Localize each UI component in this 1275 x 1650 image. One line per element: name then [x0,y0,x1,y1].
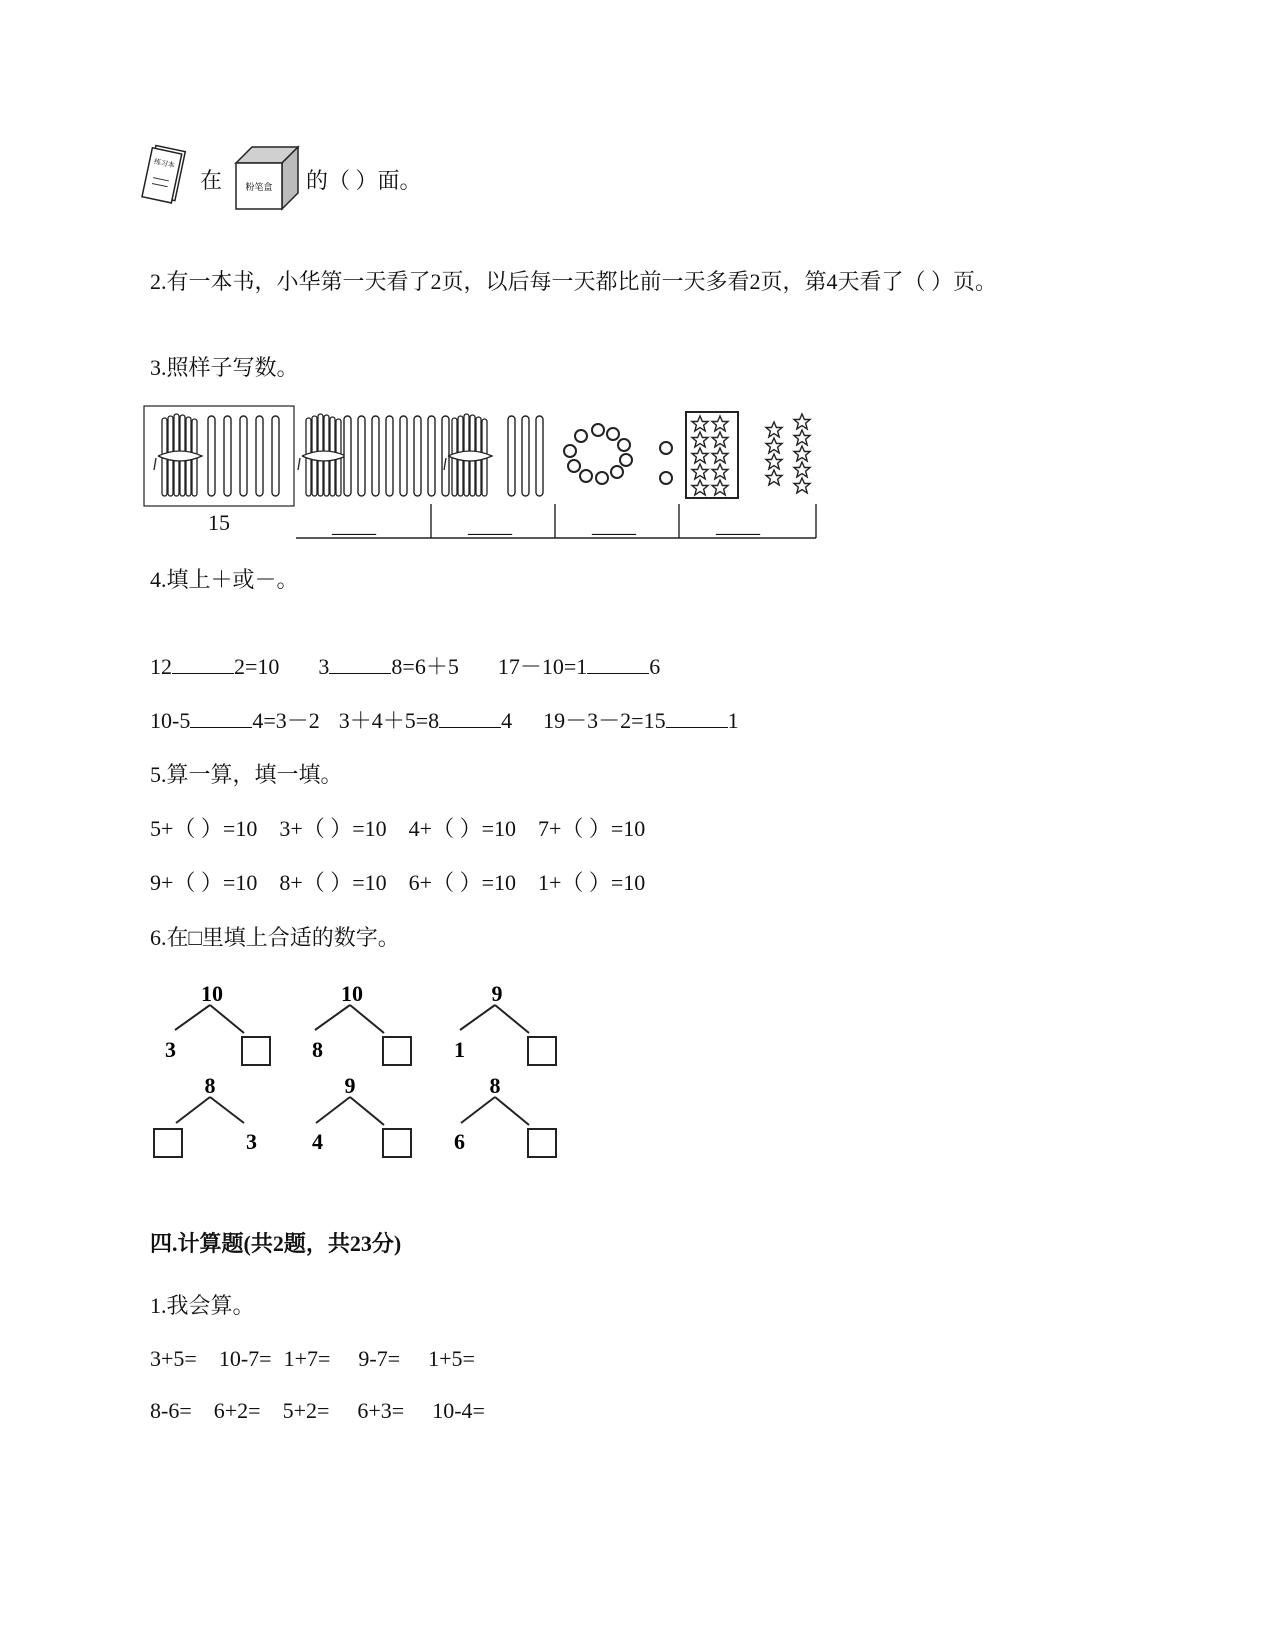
q6-text: 6.在□里填上合适的数字。 [150,925,400,950]
notebook-label: 练习本 [153,157,176,170]
bond-top: 10 [341,981,363,1006]
calc-item[interactable]: 1+7= [283,1346,331,1371]
q2-text: 2.有一本书，小华第一天看了2页，以后每一天都比前一天多看2页，第4天看了（ ）页。 [150,269,998,294]
stick [240,416,247,496]
star-block [692,416,728,495]
answer-blank-1[interactable]: ____ [332,512,376,537]
stick [536,416,543,496]
q5-text: 5.算一算，填一填。 [150,762,343,787]
answer-box [528,1129,556,1157]
bead [660,472,672,484]
bond-left: 8 [312,1037,323,1062]
bond-left: 4 [312,1129,323,1154]
calc-item[interactable]: 6+2= [213,1398,261,1423]
calc-item[interactable]: 10-7= [218,1346,272,1371]
stick-bundle [444,414,492,496]
bond-top: 8 [489,1073,501,1098]
stick [208,416,215,496]
bond-left: 3 [165,1037,176,1062]
calc-item[interactable]: 1+5= [428,1346,475,1371]
answer-box [242,1037,270,1065]
stick [256,416,263,496]
expr-part: 3 [318,654,330,679]
expr-part: 8=6＋5 [391,654,459,679]
answer-blank-4[interactable]: ____ [716,512,760,537]
answer-box [383,1129,411,1157]
bond-right: 3 [246,1129,257,1154]
stick [442,416,449,496]
equation[interactable]: 8+（ ）=10 [279,870,387,895]
answer-box [154,1129,182,1157]
stick [372,416,379,496]
operator-blank[interactable] [329,655,391,674]
star-column [766,422,782,485]
calc-item[interactable]: 5+2= [282,1398,330,1423]
expr-part: 2=10 [234,654,280,679]
number-bond-tree [175,1005,529,1033]
stick [508,416,515,496]
calc-item[interactable]: 8-6= [150,1398,192,1423]
equation[interactable]: 9+（ ）=10 [150,870,258,895]
bead-ring [564,424,632,484]
operator-blank[interactable] [587,655,649,674]
calc-row-1 [150,1345,475,1373]
expr-part: 10-5 [150,708,191,733]
operator-blank[interactable] [172,655,234,674]
bond-top: 9 [344,1073,356,1098]
stick-bundle [154,414,202,496]
star-column [794,414,810,493]
section-heading: 四.计算题(共2题，共23分) [150,1231,402,1256]
calc-item[interactable]: 10-4= [432,1398,485,1423]
stick [344,416,351,496]
pencil-box-icon [232,143,302,211]
q1-word-in: 在 [200,168,223,193]
expr-part: 19－3－2=15 [543,708,666,733]
equation[interactable]: 1+（ ）=10 [537,870,646,895]
example-value: 15 [208,510,230,535]
expr-part: 12 [150,654,172,679]
q4-text: 4.填上＋或－。 [150,567,299,592]
bond-top: 9 [491,981,503,1006]
stick [224,416,231,496]
bead [660,442,672,454]
expr-part: 1 [727,708,739,733]
calc-row-2 [150,1397,485,1425]
q5-row-2 [150,869,645,897]
q5-row-1 [150,815,645,843]
notebook-icon [140,140,190,210]
q1-word-rest: 的（ ）面。 [306,168,422,193]
calc-item[interactable]: 9-7= [358,1346,401,1371]
bond-top: 10 [201,981,223,1006]
q4-row-2 [150,707,739,735]
number-bond-figure [140,975,580,1175]
calc-item[interactable]: 3+5= [150,1346,197,1371]
number-bond-tree [176,1097,529,1125]
operator-blank[interactable] [666,709,728,728]
q4-row-1 [150,653,660,681]
stick [522,416,529,496]
expr-part: 4=3－2 [252,708,320,733]
equation[interactable]: 6+（ ）=10 [408,870,516,895]
operator-blank[interactable] [190,709,252,728]
s4-q1-text: 1.我会算。 [150,1293,255,1318]
expr-part: 4 [501,708,513,733]
stick [400,416,407,496]
q3-text: 3.照样子写数。 [150,355,299,380]
equation[interactable]: 5+（ ）=10 [150,816,258,841]
operator-blank[interactable] [439,709,501,728]
expr-part: 3＋4＋5=8 [338,708,440,733]
answer-blank-3[interactable]: ____ [592,512,636,537]
stick [414,416,421,496]
stick-bundle [298,414,346,496]
stick [272,416,279,496]
answer-box [383,1037,411,1065]
stick [428,416,435,496]
equation[interactable]: 4+（ ）=10 [408,816,516,841]
expr-part: 17－10=1 [497,654,588,679]
calc-item[interactable]: 6+3= [357,1398,405,1423]
bond-top: 8 [204,1073,216,1098]
bond-left: 1 [454,1037,465,1062]
stick [358,416,365,496]
equation[interactable]: 7+（ ）=10 [537,816,646,841]
equation[interactable]: 3+（ ）=10 [279,816,387,841]
expr-part: 6 [649,654,661,679]
answer-box [528,1037,556,1065]
bond-left: 6 [454,1129,465,1154]
answer-blank-2[interactable]: ____ [468,512,512,537]
stick [386,416,393,496]
pencil-box-label: 粉笔盒 [245,182,273,192]
